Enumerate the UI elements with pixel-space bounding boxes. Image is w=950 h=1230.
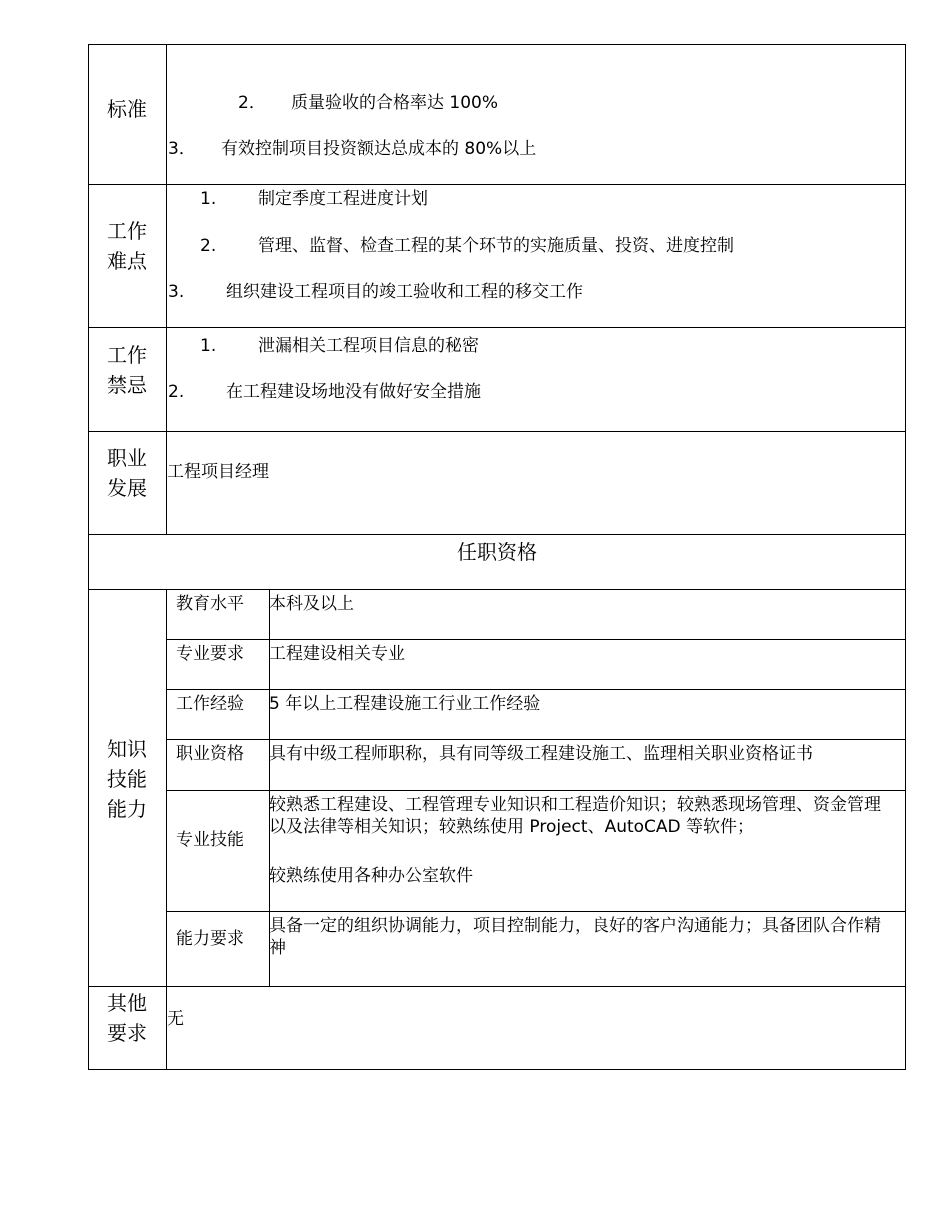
professional-skills-value-2: 较熟练使用各种办公室软件 xyxy=(269,866,473,886)
row-divider xyxy=(88,184,906,185)
row-divider xyxy=(88,986,906,987)
taboo-item: 1. 泄漏相关工程项目信息的秘密 xyxy=(200,336,479,356)
difficulty-item: 3. 组织建设工程项目的竣工验收和工程的移交工作 xyxy=(168,282,583,302)
experience-label: 工作经验 xyxy=(176,694,244,714)
taboos-label: 工作 禁忌 xyxy=(107,343,147,397)
row-divider xyxy=(166,790,906,791)
ability-label: 能力要求 xyxy=(176,929,244,949)
taboo-item: 2. 在工程建设场地没有做好安全措施 xyxy=(168,382,481,402)
column-divider xyxy=(166,44,167,534)
row-divider xyxy=(88,431,906,432)
major-value: 工程建设相关专业 xyxy=(269,644,405,664)
ability-value: 具备一定的组织协调能力，项目控制能力，良好的客户沟通能力；具备团队合作精神 xyxy=(269,916,881,958)
career-label: 职业 发展 xyxy=(107,446,147,500)
difficulty-item: 2. 管理、监督、检查工程的某个环节的实施质量、投资、进度控制 xyxy=(200,236,734,256)
row-divider xyxy=(88,589,906,590)
certification-value: 具有中级工程师职称，具有同等级工程建设施工、监理相关职业资格证书 xyxy=(269,744,813,764)
professional-skills-value: 较熟悉工程建设、工程管理专业知识和工程造价知识；较熟悉现场管理、资金管理以及法律等相关知识；较熟练使用 Project、AutoCAD 等软件； xyxy=(269,795,881,837)
row-divider xyxy=(166,689,906,690)
experience-value: 5 年以上工程建设施工行业工作经验 xyxy=(269,694,541,714)
education-value: 本科及以上 xyxy=(269,594,354,614)
row-divider xyxy=(166,739,906,740)
qualifications-title: 任职资格 xyxy=(457,540,537,564)
row-divider xyxy=(88,327,906,328)
major-label: 专业要求 xyxy=(176,644,244,664)
other-requirements-value: 无 xyxy=(167,1009,184,1029)
column-divider xyxy=(166,589,167,1070)
certification-label: 职业资格 xyxy=(176,744,244,764)
education-label: 教育水平 xyxy=(176,594,244,614)
professional-skills-label: 专业技能 xyxy=(176,830,244,850)
difficulties-label: 工作 难点 xyxy=(107,219,147,273)
difficulty-item: 1. 制定季度工程进度计划 xyxy=(200,189,428,209)
row-divider xyxy=(166,639,906,640)
career-value: 工程项目经理 xyxy=(167,462,269,482)
standard-item: 2． 质量验收的合格率达 100% xyxy=(238,93,499,113)
knowledge-skills-label: 知识 技能 能力 xyxy=(107,737,147,821)
other-requirements-label: 其他 要求 xyxy=(107,991,147,1045)
standard-item: 3． 有效控制项目投资额达总成本的 80%以上 xyxy=(168,139,537,159)
row-divider xyxy=(166,911,906,912)
standard-label: 标准 xyxy=(107,97,147,121)
row-divider xyxy=(88,534,906,535)
